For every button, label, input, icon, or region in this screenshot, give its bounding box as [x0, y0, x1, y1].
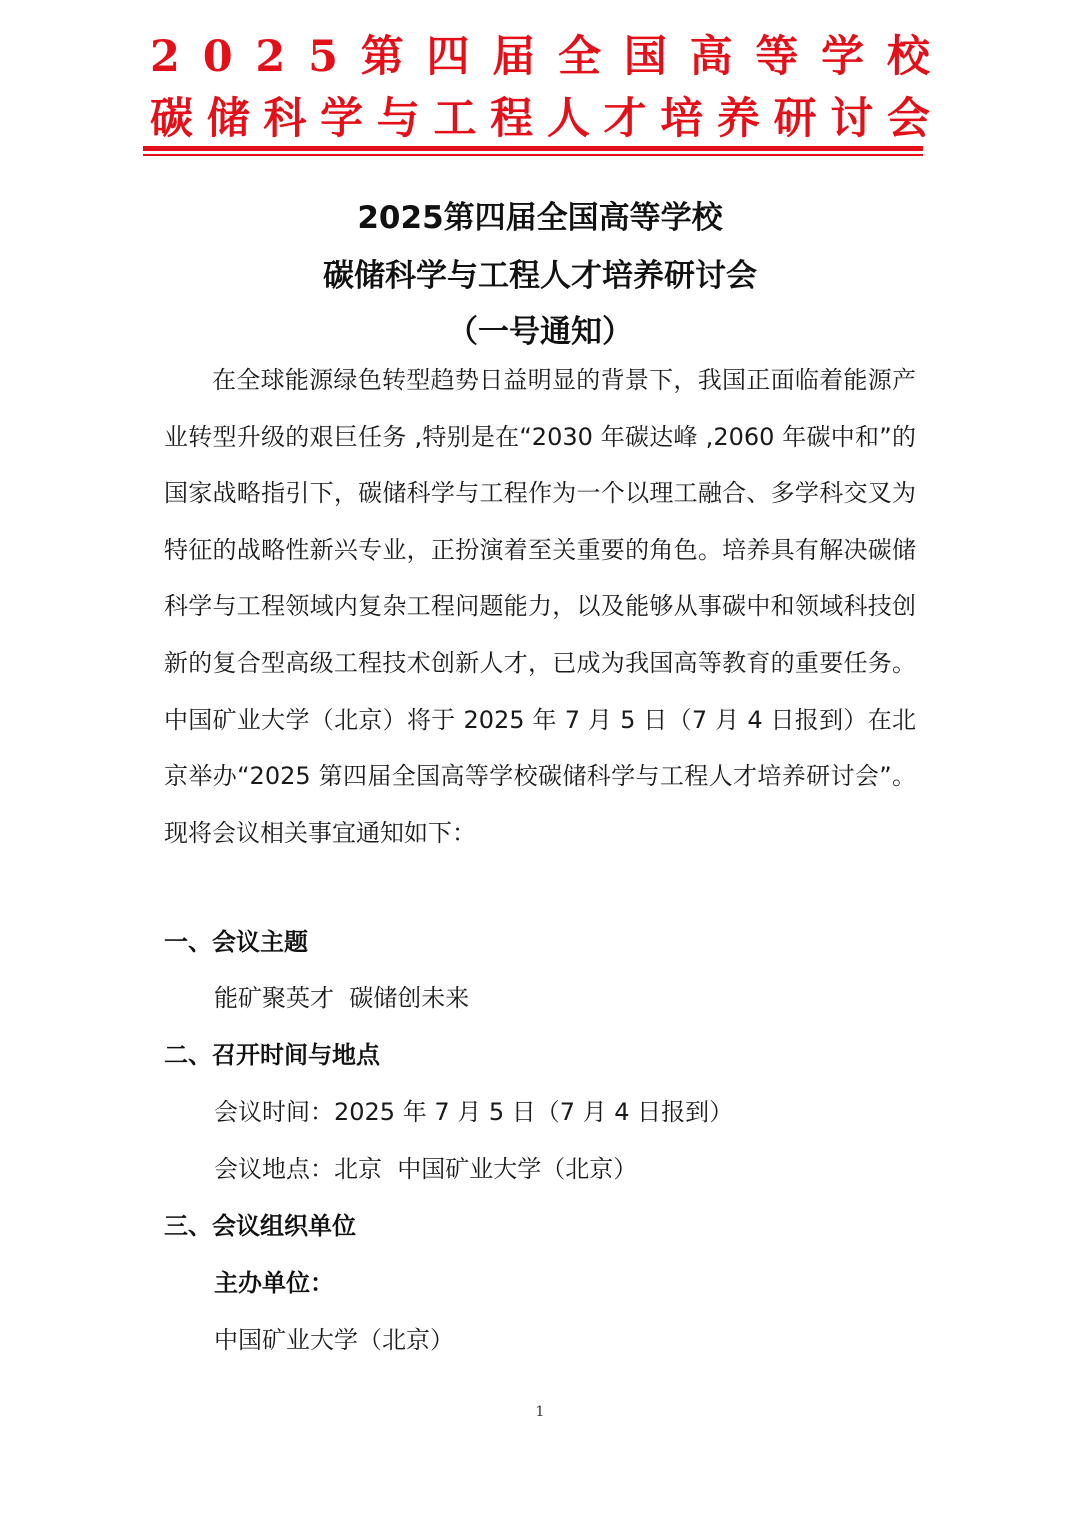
- header-char: 四: [426, 32, 470, 82]
- header-char: 储: [206, 94, 250, 144]
- conference-theme: 能矿聚英才 碳储创未来: [214, 984, 470, 1012]
- header-char: 2: [150, 32, 180, 82]
- document-title-notice: （一号通知）: [447, 314, 633, 350]
- header-char: 全: [558, 32, 602, 82]
- header-char: 第: [360, 32, 404, 82]
- red-header-line-2: [150, 90, 930, 148]
- conference-time: 会议时间：2025 年 7 月 5 日（7 月 4 日报到）: [214, 1098, 734, 1126]
- header-char: 与: [376, 94, 420, 144]
- header-char: 碳: [150, 94, 193, 144]
- header-char: 届: [492, 32, 536, 82]
- header-char: 养: [716, 94, 760, 144]
- header-char: 国: [623, 32, 667, 82]
- host-organization: 中国矿业大学（北京）: [214, 1326, 454, 1354]
- header-char: 等: [755, 32, 799, 82]
- header-char: 研: [773, 94, 817, 144]
- header-char: 程: [490, 94, 534, 144]
- header-char: 校: [886, 32, 930, 82]
- section-2-heading: 二、召开时间与地点: [164, 1041, 380, 1069]
- document-title-line-1: 2025第四届全国高等学校: [357, 200, 723, 236]
- intro-paragraph: 在全球能源绿色转型趋势日益明显的背景下，我国正面临着能源产业转型升级的艰巨任务 ,特别是在“2030 年碳达峰 ,2060 年碳中和”的国家战略指引下，碳储科学与工程作为一个以理工融合、多学科交叉为特征的战略性新兴专业，正扮演着至关重要的角色。培养具有解决碳储科学与工程领域内复杂工程问题能力，以及能够从事碳中和领域科技创新的复合型高级工程技术创新人才，已成为我国高等教育的重要任务。中国矿业大学（北京）将于 2025 年 7 月 5 日（7 月 4 日报到）在北京举办“2025 第四届全国高等学校碳储科学与工程人才培养研讨会”。现将会议相关事宜通知如下：: [164, 366, 916, 847]
- host-label: 主办单位：: [214, 1269, 334, 1297]
- document-title-line-2: 碳储科学与工程人才培养研讨会: [323, 258, 757, 294]
- header-char: 5: [308, 32, 338, 82]
- header-char: 学: [320, 94, 364, 144]
- header-char: 工: [433, 94, 477, 144]
- conference-place: 会议地点：北京 中国矿业大学（北京）: [214, 1155, 638, 1183]
- red-header-line-1: [150, 28, 930, 86]
- header-char: 学: [821, 32, 865, 82]
- header-char: 才: [603, 94, 647, 144]
- header-char: 培: [660, 94, 704, 144]
- header-char: 讨: [830, 94, 874, 144]
- header-char: 人: [546, 94, 590, 144]
- header-divider-thin: [143, 154, 923, 156]
- header-char: 科: [263, 94, 307, 144]
- header-char: 2: [255, 32, 286, 82]
- header-char: 会: [886, 94, 930, 144]
- header-char: 0: [202, 32, 233, 82]
- header-char: 高: [689, 32, 733, 82]
- page-number: 1: [535, 1404, 545, 1420]
- section-3-heading: 三、会议组织单位: [164, 1212, 356, 1240]
- section-1-heading: 一、会议主题: [164, 928, 308, 956]
- header-divider-thick: [143, 146, 923, 151]
